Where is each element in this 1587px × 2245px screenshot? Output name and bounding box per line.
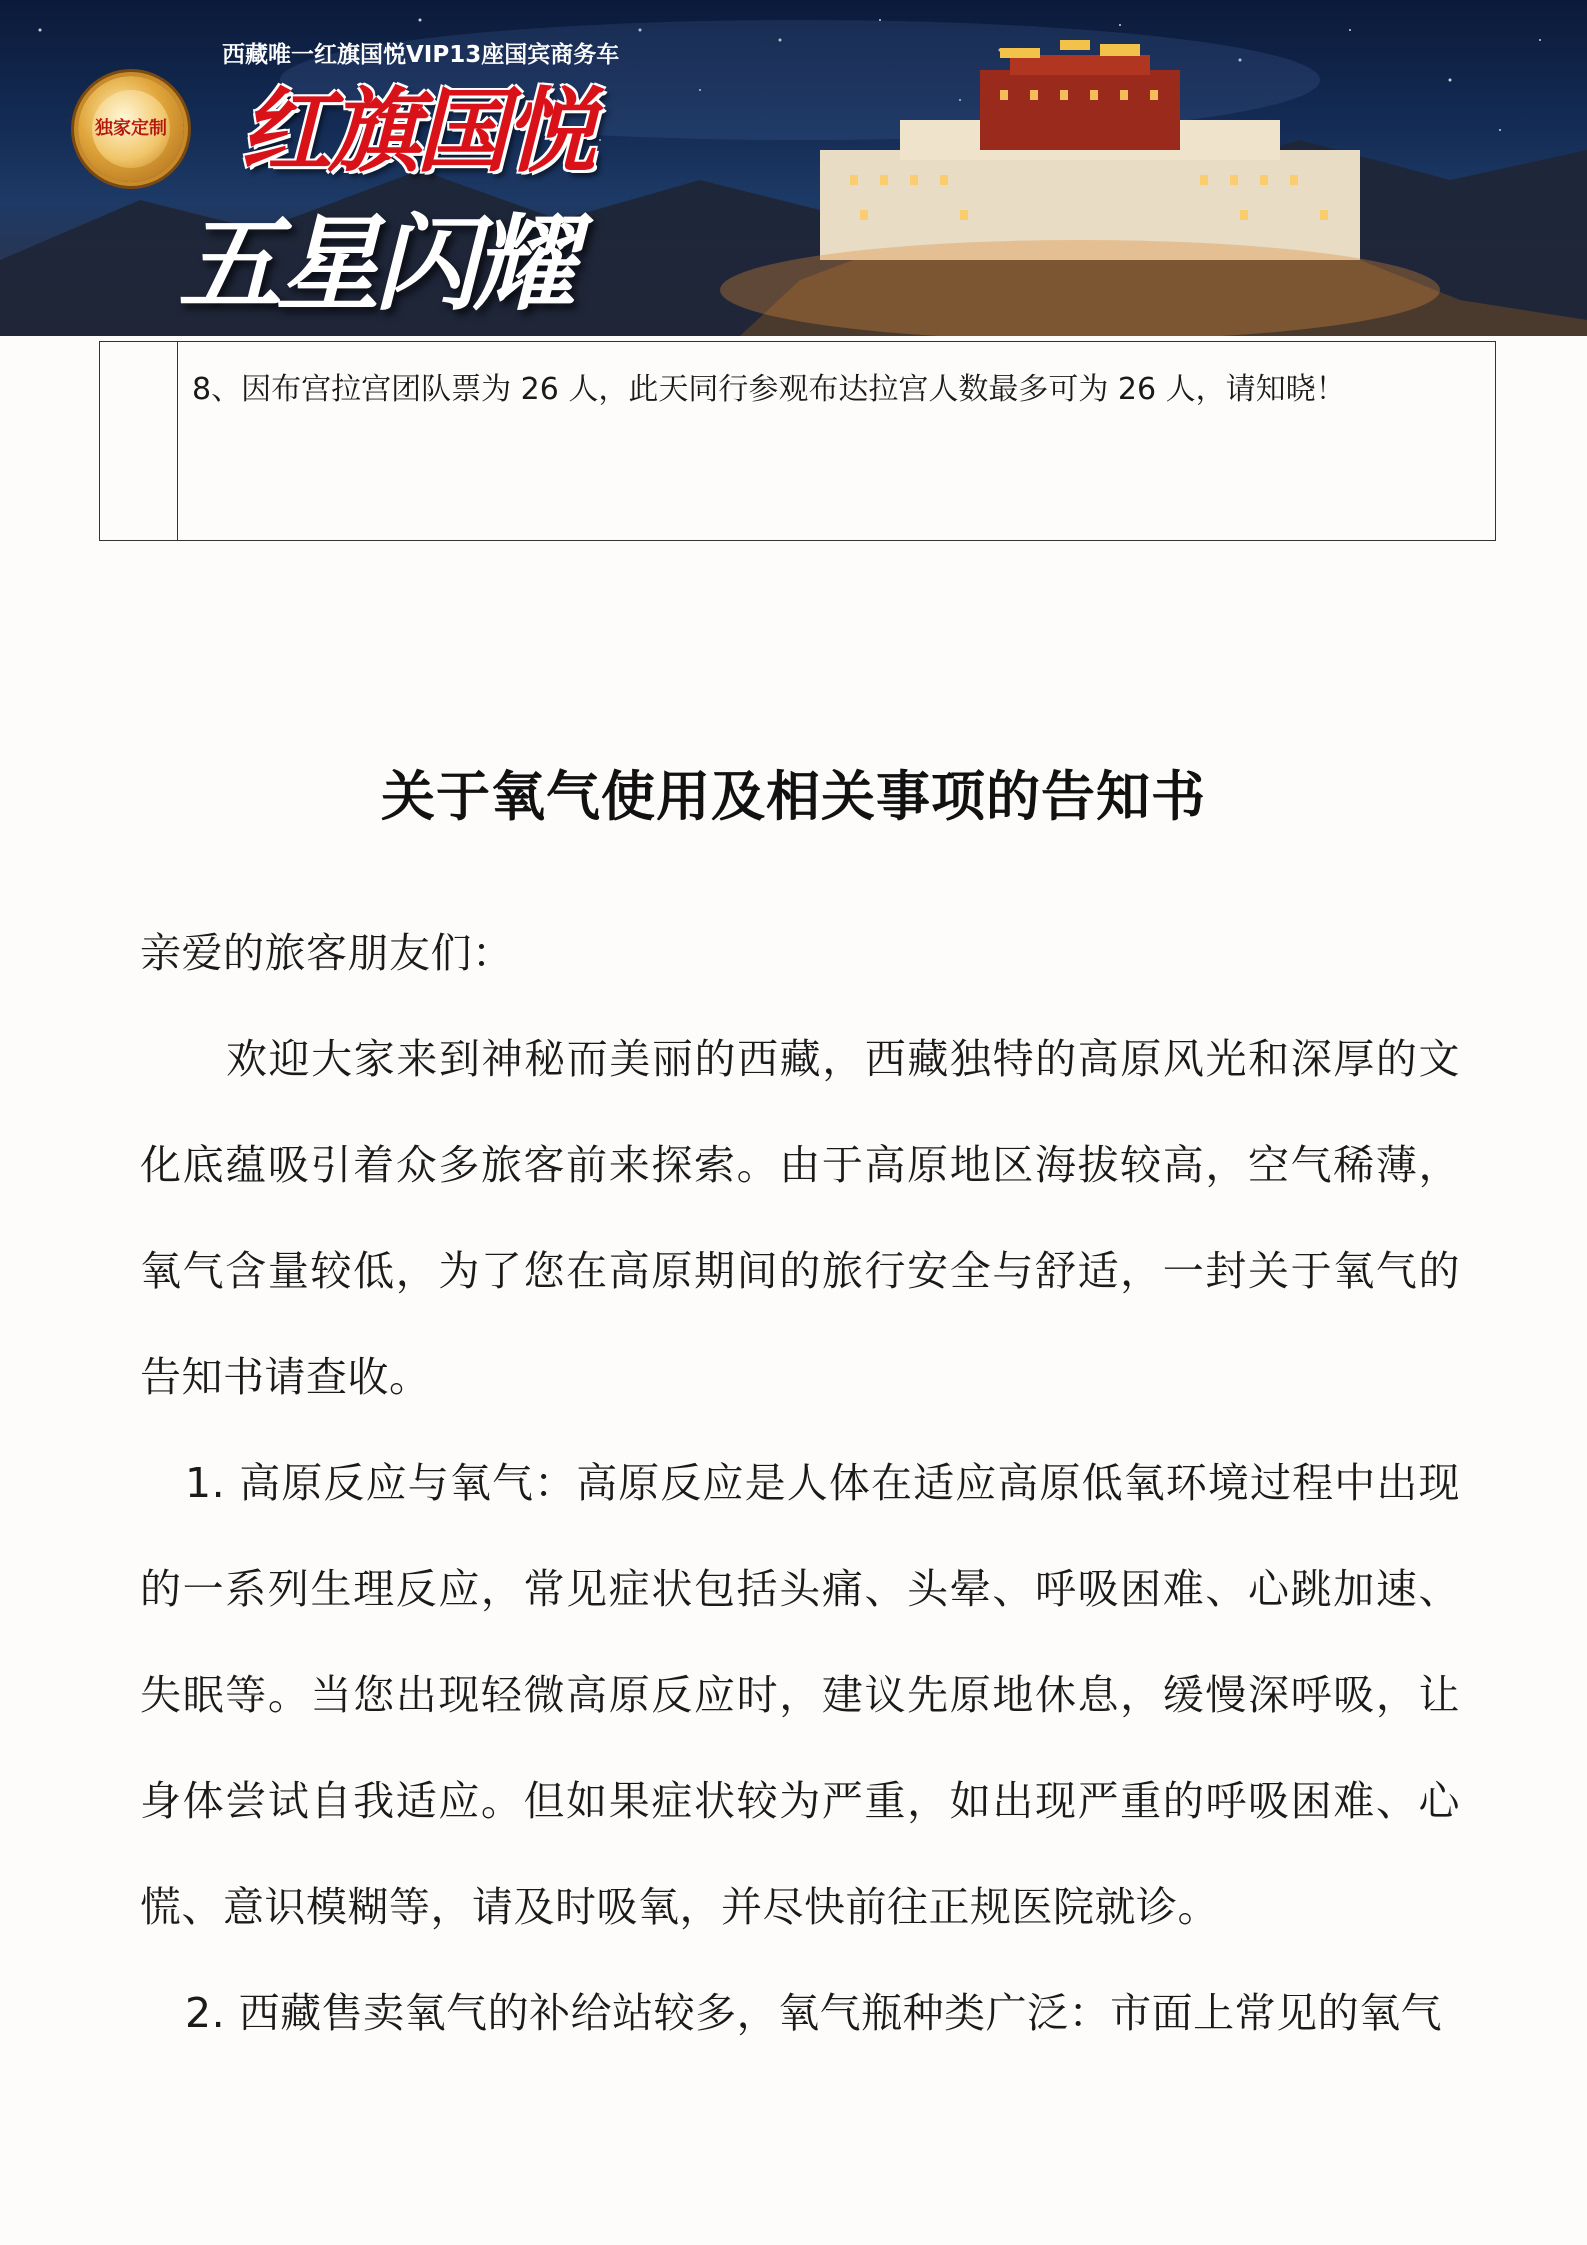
notice-table — [99, 341, 1496, 541]
list-item-2: 2. 西藏售卖氧气的补给站较多，氧气瓶种类广泛：市面上常见的氧气 — [185, 1989, 1443, 2037]
brand-name: 红旗国悦 — [240, 77, 593, 185]
exclusive-badge — [78, 76, 184, 182]
document-title: 关于氧气使用及相关事项的告知书 — [381, 765, 1206, 828]
badge-label: 独家定制 — [92, 90, 170, 168]
header-banner — [0, 0, 1587, 336]
banner-tagline: 西藏唯一红旗国悦VIP13座国宾商务车 — [222, 42, 620, 68]
brand-slogan: 五星闪耀 — [178, 203, 571, 325]
salutation: 亲爱的旅客朋友们： — [140, 929, 514, 977]
table-cell-item-8: 8、因布宫拉宫团队票为 26 人，此天同行参观布达拉宫人数最多可为 26 人，请知晓！ — [192, 372, 1346, 407]
table-index-column — [100, 342, 178, 540]
list-item-1: 1. 高原反应与氧气：高原反应是人体在适应高原低氧环境过程中出现的一系列生理反应，常见症状包括头痛、头晕、呼吸困难、心跳加速、失眠等。当您出现轻微高原反应时，建议先原地休息，缓慢深呼吸，让身体尝试自我适应。但如果症状较为严重，如出现严重的呼吸困难、心慌、意识模糊等，请及时吸氧，并尽快前往正规医院就诊。 — [140, 1459, 1460, 1931]
intro-paragraph: 欢迎大家来到神秘而美丽的西藏，西藏独特的高原风光和深厚的文化底蕴吸引着众多旅客前来探索。由于高原地区海拔较高，空气稀薄，氧气含量较低，为了您在高原期间的旅行安全与舒适，一封关于氧气的告知书请查收。 — [140, 1035, 1460, 1401]
